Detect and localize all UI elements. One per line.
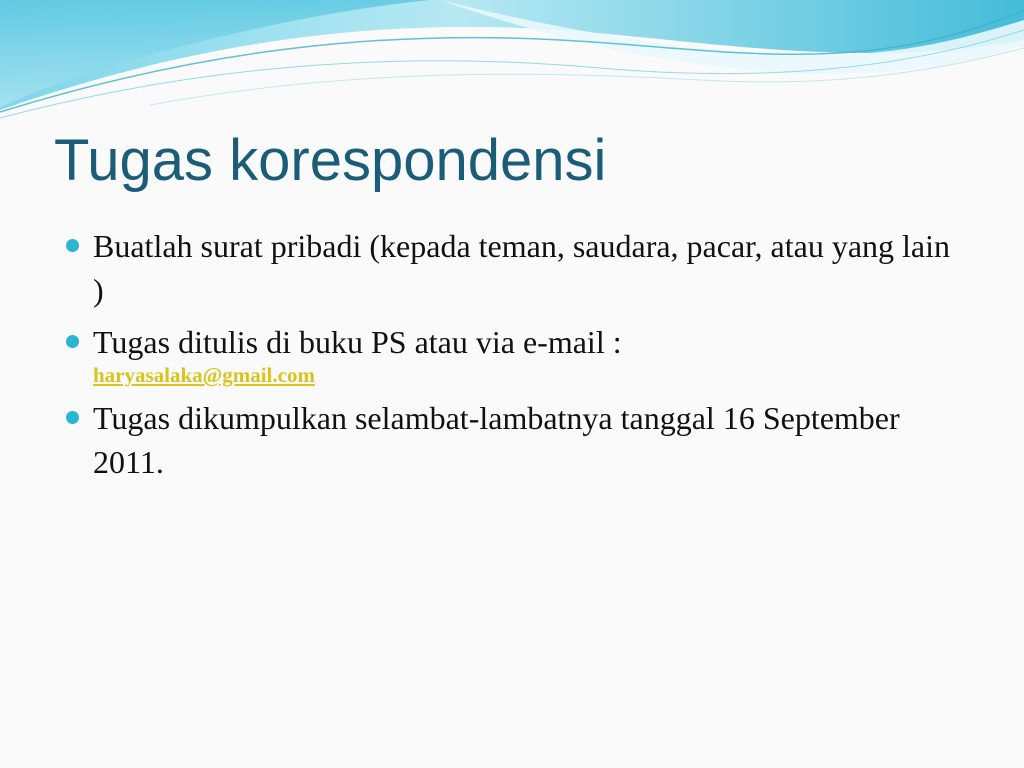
list-item (66, 224, 966, 312)
slide-title: Tugas korespondensi (54, 128, 607, 193)
bullet-icon (66, 239, 79, 252)
bullet-icon (66, 335, 79, 348)
list-item (66, 320, 966, 388)
bullet-text: Buatlah surat pribadi (kepada teman, saudara, pacar, atau yang lain ) (93, 228, 951, 308)
bullet-icon (66, 411, 79, 424)
bullet-text: Tugas dikumpulkan selambat-lambatnya tanggal 16 September 2011. (93, 400, 900, 480)
bullet-text: Tugas ditulis di buku PS atau via e-mail : (93, 324, 622, 360)
list-item (66, 396, 966, 484)
email-link[interactable]: haryasalaka@gmail.com (93, 363, 315, 387)
bullet-list (66, 224, 966, 492)
header-wave-decoration (0, 0, 1024, 130)
